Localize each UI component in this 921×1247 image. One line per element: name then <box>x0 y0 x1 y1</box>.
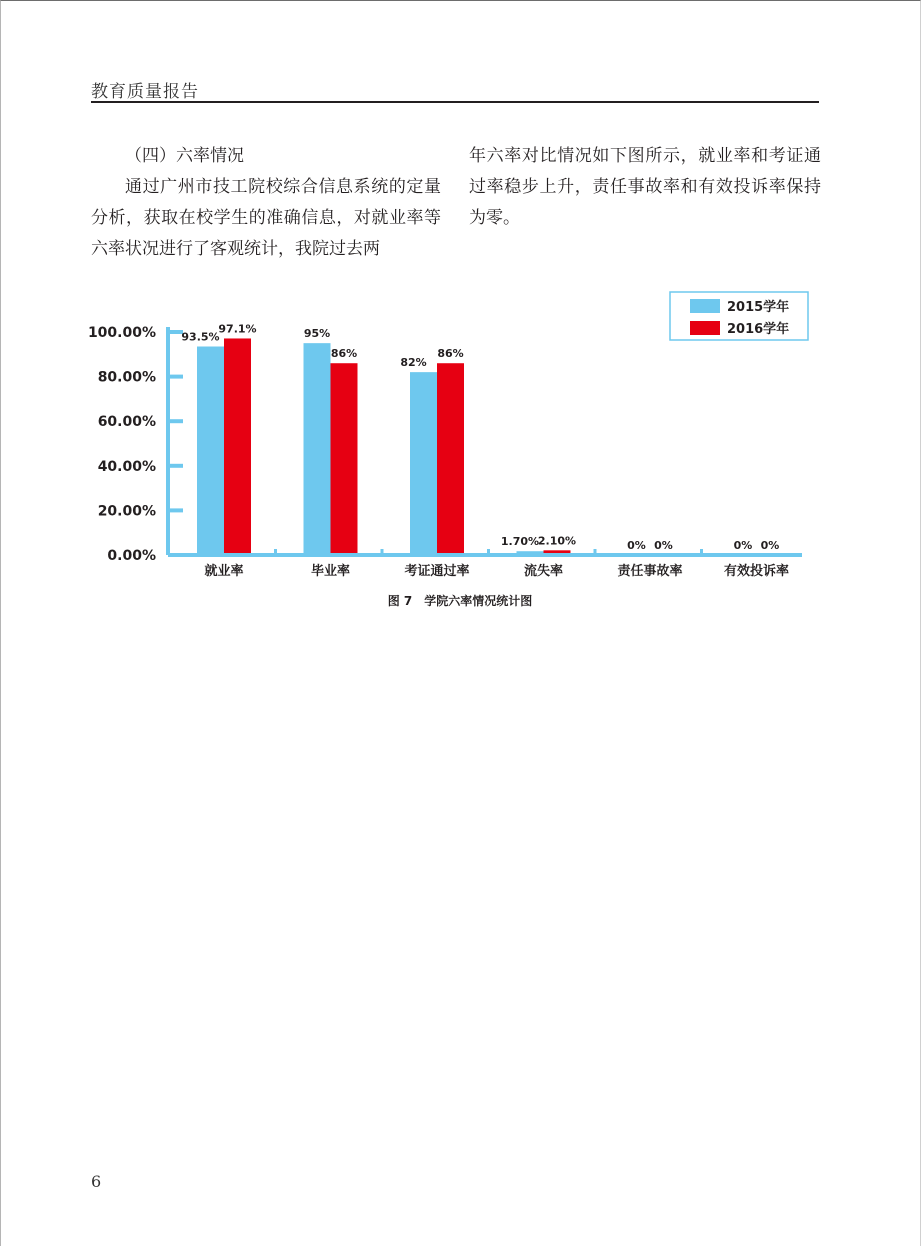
data-label: 97.1% <box>218 322 257 336</box>
bar-2015 <box>304 343 331 555</box>
y-tick-label: 80.00% <box>97 369 156 386</box>
right-paragraph: 年六率对比情况如下图所示，就业率和考证通过率稳步上升，责任事故率和有效投诉率保持为零。 <box>469 146 821 228</box>
category-label: 流失率 <box>523 564 564 579</box>
right-column <box>469 141 821 234</box>
y-tick-label: 60.00% <box>97 414 156 431</box>
y-tick-label: 0.00% <box>107 548 156 564</box>
legend-label: 2015学年 <box>727 300 790 315</box>
category-label: 责任事故率 <box>617 564 683 579</box>
data-label: 86% <box>330 347 358 361</box>
category-label: 毕业率 <box>310 564 351 579</box>
y-tick-label: 20.00% <box>97 503 156 520</box>
section-heading: （四）六率情况 <box>125 146 244 166</box>
legend-label: 2016学年 <box>727 322 790 337</box>
data-label: 2.10% <box>537 534 577 548</box>
left-paragraph: 通过广州市技工院校综合信息系统的定量分析，获取在校学生的准确信息，对就业率等六率状况进行了客观统计，我院过去两 <box>91 177 441 259</box>
data-label: 0% <box>654 539 673 552</box>
y-tick-label: 100.00% <box>87 325 156 341</box>
category-label: 考证通过率 <box>404 564 470 579</box>
data-label: 0% <box>733 539 753 552</box>
data-label: 86% <box>437 347 464 361</box>
legend-swatch-2015 <box>690 299 720 313</box>
y-tick-label: 40.00% <box>97 458 156 475</box>
chart-figure <box>80 285 840 615</box>
data-label: 93.5% <box>181 330 220 344</box>
header-rule <box>91 101 819 103</box>
data-label: 1.70% <box>500 535 540 549</box>
bar-2015 <box>197 346 224 555</box>
bar-chart <box>80 285 840 615</box>
chart-caption: 图 7 学院六率情况统计图 <box>387 594 533 608</box>
data-label: 0% <box>627 539 646 552</box>
left-column <box>91 141 441 265</box>
bar-2016 <box>437 363 464 555</box>
data-label: 95% <box>303 327 331 341</box>
bar-2015 <box>410 372 437 555</box>
category-label: 有效投诉率 <box>723 564 790 579</box>
page-number: 6 <box>91 1172 102 1191</box>
category-label: 就业率 <box>204 564 244 579</box>
bar-2016 <box>224 338 251 555</box>
legend-swatch-2016 <box>690 321 720 335</box>
running-header: 教育质量报告 <box>91 82 199 102</box>
bar-2016 <box>331 363 358 555</box>
data-label: 82% <box>400 356 427 370</box>
data-label: 0% <box>760 539 780 552</box>
